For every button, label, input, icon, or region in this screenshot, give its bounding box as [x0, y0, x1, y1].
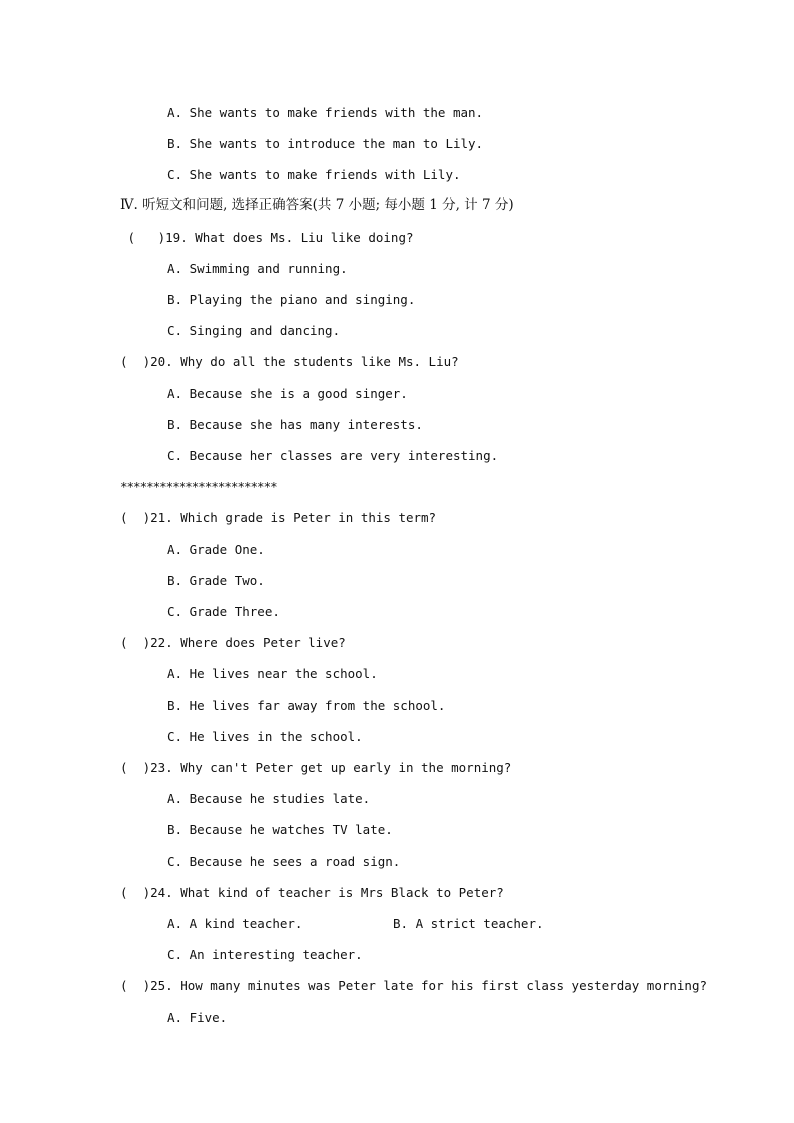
- q22-option-c: C. He lives in the school.: [167, 729, 363, 744]
- q23-option-b: B. Because he watches TV late.: [167, 822, 393, 837]
- q21-option-a: A. Grade One.: [167, 542, 265, 557]
- section-heading: Ⅳ. 听短文和问题, 选择正确答案(共 7 小题; 每小题 1 分, 计 7 分): [120, 197, 514, 213]
- question-23: ( )23. Why can't Peter get up early in the morning?: [120, 760, 512, 775]
- q22-option-b: B. He lives far away from the school.: [167, 698, 446, 713]
- prev-option-b: B. She wants to introduce the man to Lily.: [167, 136, 484, 151]
- q21-option-c: C. Grade Three.: [167, 604, 280, 619]
- q19-option-c: C. Singing and dancing.: [167, 323, 341, 338]
- q20-option-b: B. Because she has many interests.: [167, 417, 423, 432]
- question-24: ( )24. What kind of teacher is Mrs Black to Peter?: [120, 885, 504, 900]
- question-21: ( )21. Which grade is Peter in this term?: [120, 510, 437, 525]
- question-25: ( )25. How many minutes was Peter late for his first class yesterday morning?: [120, 978, 707, 993]
- question-22: ( )22. Where does Peter live?: [120, 635, 346, 650]
- q19-option-b: B. Playing the piano and singing.: [167, 292, 416, 307]
- q23-option-c: C. Because he sees a road sign.: [167, 854, 401, 869]
- prev-option-c: C. She wants to make friends with Lily.: [167, 167, 461, 182]
- q20-option-a: A. Because she is a good singer.: [167, 386, 408, 401]
- q24-option-a: A. A kind teacher.: [167, 916, 303, 931]
- q20-option-c: C. Because her classes are very interesting.: [167, 448, 499, 463]
- q19-option-a: A. Swimming and running.: [167, 261, 348, 276]
- q24-option-b: B. A strict teacher.: [393, 916, 544, 931]
- star-divider: ************************: [120, 479, 277, 494]
- q21-option-b: B. Grade Two.: [167, 573, 265, 588]
- prev-option-a: A. She wants to make friends with the man.: [167, 105, 484, 120]
- q24-option-c: C. An interesting teacher.: [167, 947, 363, 962]
- q25-option-a: A. Five.: [167, 1010, 228, 1025]
- q23-option-a: A. Because he studies late.: [167, 791, 371, 806]
- question-19: ( )19. What does Ms. Liu like doing?: [120, 230, 414, 245]
- q22-option-a: A. He lives near the school.: [167, 666, 378, 681]
- question-20: ( )20. Why do all the students like Ms. Liu?: [120, 354, 459, 369]
